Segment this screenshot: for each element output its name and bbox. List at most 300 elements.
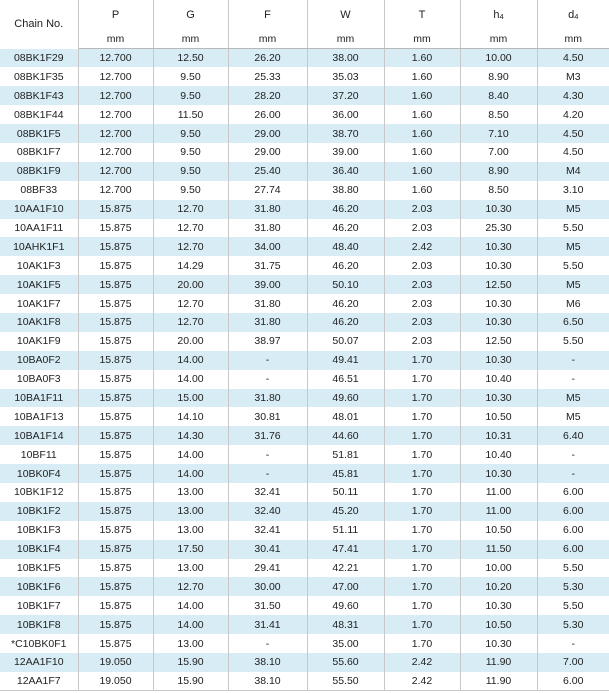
value-cell: 20.00 bbox=[153, 332, 228, 351]
value-cell: 1.60 bbox=[384, 49, 460, 68]
value-cell: 10.30 bbox=[460, 313, 537, 332]
value-cell: 30.00 bbox=[228, 577, 307, 596]
value-cell: 25.30 bbox=[460, 219, 537, 238]
value-cell: - bbox=[537, 351, 609, 370]
value-cell: 51.81 bbox=[307, 445, 384, 464]
value-cell: 8.50 bbox=[460, 181, 537, 200]
value-cell: 10.00 bbox=[460, 559, 537, 578]
table-row bbox=[0, 634, 609, 653]
value-cell: 6.00 bbox=[537, 502, 609, 521]
header-label: h bbox=[493, 9, 500, 21]
value-cell: 2.42 bbox=[384, 653, 460, 672]
value-cell: 55.60 bbox=[307, 653, 384, 672]
table-row bbox=[0, 615, 609, 634]
value-cell: 9.50 bbox=[153, 143, 228, 162]
chain-no-cell: 10BA0F3 bbox=[0, 370, 78, 389]
value-cell: 29.00 bbox=[228, 124, 307, 143]
value-cell: 1.70 bbox=[384, 351, 460, 370]
header-col-d4 bbox=[537, 0, 609, 30]
value-cell: 48.01 bbox=[307, 407, 384, 426]
value-cell: 47.41 bbox=[307, 540, 384, 559]
value-cell: 4.30 bbox=[537, 86, 609, 105]
value-cell: 13.00 bbox=[153, 634, 228, 653]
value-cell: 2.03 bbox=[384, 332, 460, 351]
value-cell: 5.50 bbox=[537, 596, 609, 615]
value-cell: 11.90 bbox=[460, 653, 537, 672]
value-cell: 35.00 bbox=[307, 634, 384, 653]
value-cell: 15.875 bbox=[78, 351, 153, 370]
value-cell: - bbox=[537, 634, 609, 653]
value-cell: 50.10 bbox=[307, 275, 384, 294]
value-cell: 1.70 bbox=[384, 389, 460, 408]
value-cell: 4.20 bbox=[537, 105, 609, 124]
value-cell: - bbox=[228, 445, 307, 464]
table-row bbox=[0, 672, 609, 691]
unit-cell: mm bbox=[307, 30, 384, 49]
value-cell: 29.41 bbox=[228, 559, 307, 578]
value-cell: 14.00 bbox=[153, 615, 228, 634]
unit-cell: mm bbox=[153, 30, 228, 49]
value-cell: 29.00 bbox=[228, 143, 307, 162]
table-row bbox=[0, 483, 609, 502]
table-row bbox=[0, 370, 609, 389]
value-cell: 12.700 bbox=[78, 124, 153, 143]
value-cell: 1.70 bbox=[384, 370, 460, 389]
table-row bbox=[0, 124, 609, 143]
value-cell: 10.20 bbox=[460, 577, 537, 596]
value-cell: 12.700 bbox=[78, 105, 153, 124]
value-cell: M6 bbox=[537, 294, 609, 313]
value-cell: 1.70 bbox=[384, 540, 460, 559]
value-cell: 15.875 bbox=[78, 332, 153, 351]
value-cell: 46.20 bbox=[307, 256, 384, 275]
chain-no-cell: 10BF11 bbox=[0, 445, 78, 464]
value-cell: 15.875 bbox=[78, 200, 153, 219]
value-cell: 13.00 bbox=[153, 483, 228, 502]
value-cell: 10.50 bbox=[460, 615, 537, 634]
value-cell: 15.875 bbox=[78, 540, 153, 559]
table-row bbox=[0, 502, 609, 521]
value-cell: 49.60 bbox=[307, 389, 384, 408]
value-cell: 2.03 bbox=[384, 256, 460, 275]
value-cell: 2.03 bbox=[384, 313, 460, 332]
value-cell: 30.41 bbox=[228, 540, 307, 559]
value-cell: 15.875 bbox=[78, 275, 153, 294]
table-row bbox=[0, 67, 609, 86]
value-cell: 31.50 bbox=[228, 596, 307, 615]
table-row bbox=[0, 351, 609, 370]
value-cell: 11.00 bbox=[460, 502, 537, 521]
unit-cell: mm bbox=[78, 30, 153, 49]
value-cell: M5 bbox=[537, 237, 609, 256]
value-cell: 12.50 bbox=[460, 275, 537, 294]
chain-no-cell: 10BK1F3 bbox=[0, 521, 78, 540]
value-cell: 15.875 bbox=[78, 407, 153, 426]
chain-no-cell: 10BK1F6 bbox=[0, 577, 78, 596]
value-cell: 34.00 bbox=[228, 237, 307, 256]
value-cell: 26.20 bbox=[228, 49, 307, 68]
header-col-p bbox=[78, 0, 153, 30]
value-cell: 12.70 bbox=[153, 237, 228, 256]
value-cell: 12.50 bbox=[153, 49, 228, 68]
value-cell: 31.80 bbox=[228, 219, 307, 238]
value-cell: 48.40 bbox=[307, 237, 384, 256]
value-cell: 31.80 bbox=[228, 200, 307, 219]
value-cell: 10.30 bbox=[460, 464, 537, 483]
value-cell: 1.60 bbox=[384, 67, 460, 86]
table-row bbox=[0, 389, 609, 408]
table-row bbox=[0, 294, 609, 313]
header-label: G bbox=[186, 9, 195, 21]
value-cell: 46.20 bbox=[307, 219, 384, 238]
chain-no-cell: 10AK1F9 bbox=[0, 332, 78, 351]
value-cell: 1.70 bbox=[384, 502, 460, 521]
chain-no-cell: 10AA1F11 bbox=[0, 219, 78, 238]
value-cell: 32.40 bbox=[228, 502, 307, 521]
value-cell: 3.10 bbox=[537, 181, 609, 200]
table-row bbox=[0, 256, 609, 275]
value-cell: 15.875 bbox=[78, 237, 153, 256]
chain-no-cell: 10BK1F8 bbox=[0, 615, 78, 634]
table-row bbox=[0, 275, 609, 294]
value-cell: 9.50 bbox=[153, 181, 228, 200]
value-cell: M3 bbox=[537, 67, 609, 86]
value-cell: 6.40 bbox=[537, 426, 609, 445]
table-row bbox=[0, 559, 609, 578]
value-cell: 31.41 bbox=[228, 615, 307, 634]
header-subscript: 4 bbox=[499, 12, 504, 21]
value-cell: 4.50 bbox=[537, 49, 609, 68]
value-cell: 38.10 bbox=[228, 653, 307, 672]
value-cell: 15.875 bbox=[78, 615, 153, 634]
value-cell: 1.60 bbox=[384, 143, 460, 162]
value-cell: 1.70 bbox=[384, 559, 460, 578]
value-cell: 1.60 bbox=[384, 181, 460, 200]
value-cell: 31.75 bbox=[228, 256, 307, 275]
table-row bbox=[0, 162, 609, 181]
value-cell: 13.00 bbox=[153, 559, 228, 578]
table-row bbox=[0, 653, 609, 672]
value-cell: 15.875 bbox=[78, 219, 153, 238]
chain-no-cell: 10BK1F2 bbox=[0, 502, 78, 521]
value-cell: 31.80 bbox=[228, 313, 307, 332]
header-label: F bbox=[264, 9, 271, 21]
value-cell: 15.875 bbox=[78, 256, 153, 275]
value-cell: 32.41 bbox=[228, 521, 307, 540]
value-cell: 15.875 bbox=[78, 445, 153, 464]
value-cell: M5 bbox=[537, 389, 609, 408]
value-cell: 14.00 bbox=[153, 445, 228, 464]
header-chain-no: Chain No. bbox=[0, 0, 78, 49]
value-cell: 46.20 bbox=[307, 200, 384, 219]
value-cell: - bbox=[537, 370, 609, 389]
table-row bbox=[0, 445, 609, 464]
value-cell: 46.20 bbox=[307, 313, 384, 332]
value-cell: 27.74 bbox=[228, 181, 307, 200]
value-cell: 14.29 bbox=[153, 256, 228, 275]
value-cell: 28.20 bbox=[228, 86, 307, 105]
value-cell: 1.70 bbox=[384, 426, 460, 445]
value-cell: - bbox=[228, 464, 307, 483]
value-cell: 10.30 bbox=[460, 351, 537, 370]
value-cell: 15.875 bbox=[78, 426, 153, 445]
chain-no-cell: 10BA1F13 bbox=[0, 407, 78, 426]
value-cell: - bbox=[537, 445, 609, 464]
value-cell: 5.30 bbox=[537, 615, 609, 634]
header-col-w bbox=[307, 0, 384, 30]
table-row bbox=[0, 105, 609, 124]
value-cell: 8.40 bbox=[460, 86, 537, 105]
value-cell: 11.00 bbox=[460, 483, 537, 502]
chain-no-cell: 10BK1F7 bbox=[0, 596, 78, 615]
value-cell: 1.70 bbox=[384, 634, 460, 653]
chain-no-cell: 08BK1F35 bbox=[0, 67, 78, 86]
value-cell: 2.42 bbox=[384, 672, 460, 691]
value-cell: 13.00 bbox=[153, 521, 228, 540]
value-cell: 47.00 bbox=[307, 577, 384, 596]
value-cell: 20.00 bbox=[153, 275, 228, 294]
value-cell: 50.11 bbox=[307, 483, 384, 502]
value-cell: 1.70 bbox=[384, 521, 460, 540]
table-row bbox=[0, 313, 609, 332]
value-cell: 31.80 bbox=[228, 294, 307, 313]
value-cell: 15.875 bbox=[78, 294, 153, 313]
value-cell: 10.40 bbox=[460, 370, 537, 389]
value-cell: 11.50 bbox=[460, 540, 537, 559]
value-cell: 15.875 bbox=[78, 596, 153, 615]
chain-no-cell: 12AA1F7 bbox=[0, 672, 78, 691]
chain-no-cell: 08BK1F43 bbox=[0, 86, 78, 105]
value-cell: 1.60 bbox=[384, 105, 460, 124]
value-cell: 45.81 bbox=[307, 464, 384, 483]
value-cell: 25.33 bbox=[228, 67, 307, 86]
value-cell: 14.30 bbox=[153, 426, 228, 445]
value-cell: 1.70 bbox=[384, 596, 460, 615]
value-cell: 36.40 bbox=[307, 162, 384, 181]
value-cell: 1.70 bbox=[384, 483, 460, 502]
value-cell: 13.00 bbox=[153, 502, 228, 521]
chain-no-cell: 08BK1F7 bbox=[0, 143, 78, 162]
value-cell: 10.30 bbox=[460, 237, 537, 256]
table-row bbox=[0, 521, 609, 540]
value-cell: 12.700 bbox=[78, 67, 153, 86]
value-cell: 7.10 bbox=[460, 124, 537, 143]
value-cell: 12.700 bbox=[78, 49, 153, 68]
table-header bbox=[0, 0, 609, 49]
chain-no-cell: 08BF33 bbox=[0, 181, 78, 200]
value-cell: 15.875 bbox=[78, 370, 153, 389]
value-cell: 14.10 bbox=[153, 407, 228, 426]
chain-no-cell: 10AHK1F1 bbox=[0, 237, 78, 256]
table-row bbox=[0, 596, 609, 615]
value-cell: 14.00 bbox=[153, 596, 228, 615]
value-cell: 55.50 bbox=[307, 672, 384, 691]
table-row bbox=[0, 181, 609, 200]
value-cell: 12.700 bbox=[78, 143, 153, 162]
value-cell: 1.70 bbox=[384, 407, 460, 426]
header-col-h4 bbox=[460, 0, 537, 30]
value-cell: 8.90 bbox=[460, 162, 537, 181]
value-cell: 15.875 bbox=[78, 502, 153, 521]
value-cell: 38.97 bbox=[228, 332, 307, 351]
value-cell: 49.41 bbox=[307, 351, 384, 370]
value-cell: 48.31 bbox=[307, 615, 384, 634]
value-cell: 35.03 bbox=[307, 67, 384, 86]
value-cell: 15.875 bbox=[78, 389, 153, 408]
value-cell: 9.50 bbox=[153, 67, 228, 86]
value-cell: 25.40 bbox=[228, 162, 307, 181]
header-col-t bbox=[384, 0, 460, 30]
chain-no-cell: 10AK1F5 bbox=[0, 275, 78, 294]
header-row-names bbox=[0, 0, 609, 30]
table-row bbox=[0, 143, 609, 162]
value-cell: 2.03 bbox=[384, 294, 460, 313]
value-cell: 15.90 bbox=[153, 653, 228, 672]
value-cell: 1.70 bbox=[384, 577, 460, 596]
value-cell: 15.875 bbox=[78, 521, 153, 540]
table-row bbox=[0, 426, 609, 445]
chain-no-cell: 10AK1F3 bbox=[0, 256, 78, 275]
table-row bbox=[0, 86, 609, 105]
chain-no-cell: 10AK1F8 bbox=[0, 313, 78, 332]
value-cell: 10.40 bbox=[460, 445, 537, 464]
value-cell: 10.30 bbox=[460, 389, 537, 408]
value-cell: 5.50 bbox=[537, 256, 609, 275]
value-cell: 38.70 bbox=[307, 124, 384, 143]
value-cell: 32.41 bbox=[228, 483, 307, 502]
header-label: W bbox=[340, 9, 351, 21]
value-cell: 1.70 bbox=[384, 445, 460, 464]
chain-no-cell: 10BK0F4 bbox=[0, 464, 78, 483]
value-cell: - bbox=[537, 464, 609, 483]
value-cell: 51.11 bbox=[307, 521, 384, 540]
value-cell: 8.50 bbox=[460, 105, 537, 124]
value-cell: 14.00 bbox=[153, 370, 228, 389]
unit-cell: mm bbox=[537, 30, 609, 49]
value-cell: 37.20 bbox=[307, 86, 384, 105]
table-row bbox=[0, 577, 609, 596]
value-cell: 42.21 bbox=[307, 559, 384, 578]
value-cell: 1.60 bbox=[384, 124, 460, 143]
header-label: P bbox=[111, 9, 120, 21]
value-cell: 12.700 bbox=[78, 162, 153, 181]
value-cell: 10.30 bbox=[460, 200, 537, 219]
value-cell: 7.00 bbox=[537, 653, 609, 672]
value-cell: 10.50 bbox=[460, 521, 537, 540]
chain-no-cell: 10BK1F4 bbox=[0, 540, 78, 559]
value-cell: 5.30 bbox=[537, 577, 609, 596]
value-cell: 12.70 bbox=[153, 313, 228, 332]
value-cell: 50.07 bbox=[307, 332, 384, 351]
header-label: d bbox=[568, 9, 575, 21]
table-row bbox=[0, 332, 609, 351]
value-cell: 4.50 bbox=[537, 124, 609, 143]
value-cell: 8.90 bbox=[460, 67, 537, 86]
value-cell: 11.50 bbox=[153, 105, 228, 124]
value-cell: 5.50 bbox=[537, 559, 609, 578]
chain-no-cell: 12AA1F10 bbox=[0, 653, 78, 672]
value-cell: 6.00 bbox=[537, 483, 609, 502]
table-row bbox=[0, 540, 609, 559]
unit-cell: mm bbox=[460, 30, 537, 49]
header-col-g bbox=[153, 0, 228, 30]
value-cell: 17.50 bbox=[153, 540, 228, 559]
value-cell: 38.00 bbox=[307, 49, 384, 68]
value-cell: 5.50 bbox=[537, 219, 609, 238]
value-cell: 31.76 bbox=[228, 426, 307, 445]
value-cell: 12.700 bbox=[78, 181, 153, 200]
chain-no-cell: 08BK1F5 bbox=[0, 124, 78, 143]
value-cell: 15.875 bbox=[78, 313, 153, 332]
value-cell: 2.42 bbox=[384, 237, 460, 256]
value-cell: 26.00 bbox=[228, 105, 307, 124]
table-body bbox=[0, 49, 609, 691]
header-row-units bbox=[0, 30, 609, 49]
chain-no-cell: 08BK1F29 bbox=[0, 49, 78, 68]
table-row bbox=[0, 49, 609, 68]
value-cell: 10.30 bbox=[460, 634, 537, 653]
value-cell: 15.875 bbox=[78, 634, 153, 653]
value-cell: 15.00 bbox=[153, 389, 228, 408]
value-cell: 10.50 bbox=[460, 407, 537, 426]
value-cell: 1.70 bbox=[384, 464, 460, 483]
value-cell: 19.050 bbox=[78, 653, 153, 672]
value-cell: 9.50 bbox=[153, 162, 228, 181]
value-cell: 11.90 bbox=[460, 672, 537, 691]
value-cell: 12.70 bbox=[153, 577, 228, 596]
value-cell: M5 bbox=[537, 407, 609, 426]
unit-cell: mm bbox=[228, 30, 307, 49]
value-cell: 38.80 bbox=[307, 181, 384, 200]
chain-no-cell: 10AA1F10 bbox=[0, 200, 78, 219]
value-cell: 12.700 bbox=[78, 86, 153, 105]
value-cell: 6.00 bbox=[537, 672, 609, 691]
chain-no-cell: 10BA1F14 bbox=[0, 426, 78, 445]
value-cell: 46.51 bbox=[307, 370, 384, 389]
value-cell: 12.70 bbox=[153, 219, 228, 238]
value-cell: 10.30 bbox=[460, 256, 537, 275]
value-cell: 36.00 bbox=[307, 105, 384, 124]
value-cell: 15.875 bbox=[78, 464, 153, 483]
value-cell: 31.80 bbox=[228, 389, 307, 408]
value-cell: 10.30 bbox=[460, 596, 537, 615]
value-cell: 7.00 bbox=[460, 143, 537, 162]
chain-no-cell: 10BA0F2 bbox=[0, 351, 78, 370]
value-cell: 39.00 bbox=[307, 143, 384, 162]
value-cell: 10.31 bbox=[460, 426, 537, 445]
value-cell: 12.70 bbox=[153, 294, 228, 313]
table-row bbox=[0, 407, 609, 426]
value-cell: 49.60 bbox=[307, 596, 384, 615]
value-cell: 15.875 bbox=[78, 559, 153, 578]
value-cell: 1.70 bbox=[384, 615, 460, 634]
value-cell: 15.875 bbox=[78, 577, 153, 596]
value-cell: 1.60 bbox=[384, 162, 460, 181]
value-cell: - bbox=[228, 634, 307, 653]
table-row bbox=[0, 237, 609, 256]
value-cell: 5.50 bbox=[537, 332, 609, 351]
value-cell: - bbox=[228, 370, 307, 389]
table-row bbox=[0, 200, 609, 219]
value-cell: 15.875 bbox=[78, 483, 153, 502]
value-cell: 14.00 bbox=[153, 351, 228, 370]
value-cell: 4.50 bbox=[537, 143, 609, 162]
value-cell: 45.20 bbox=[307, 502, 384, 521]
chain-no-cell: 10BK1F5 bbox=[0, 559, 78, 578]
value-cell: 1.60 bbox=[384, 86, 460, 105]
value-cell: - bbox=[228, 351, 307, 370]
header-subscript: 4 bbox=[574, 12, 579, 21]
